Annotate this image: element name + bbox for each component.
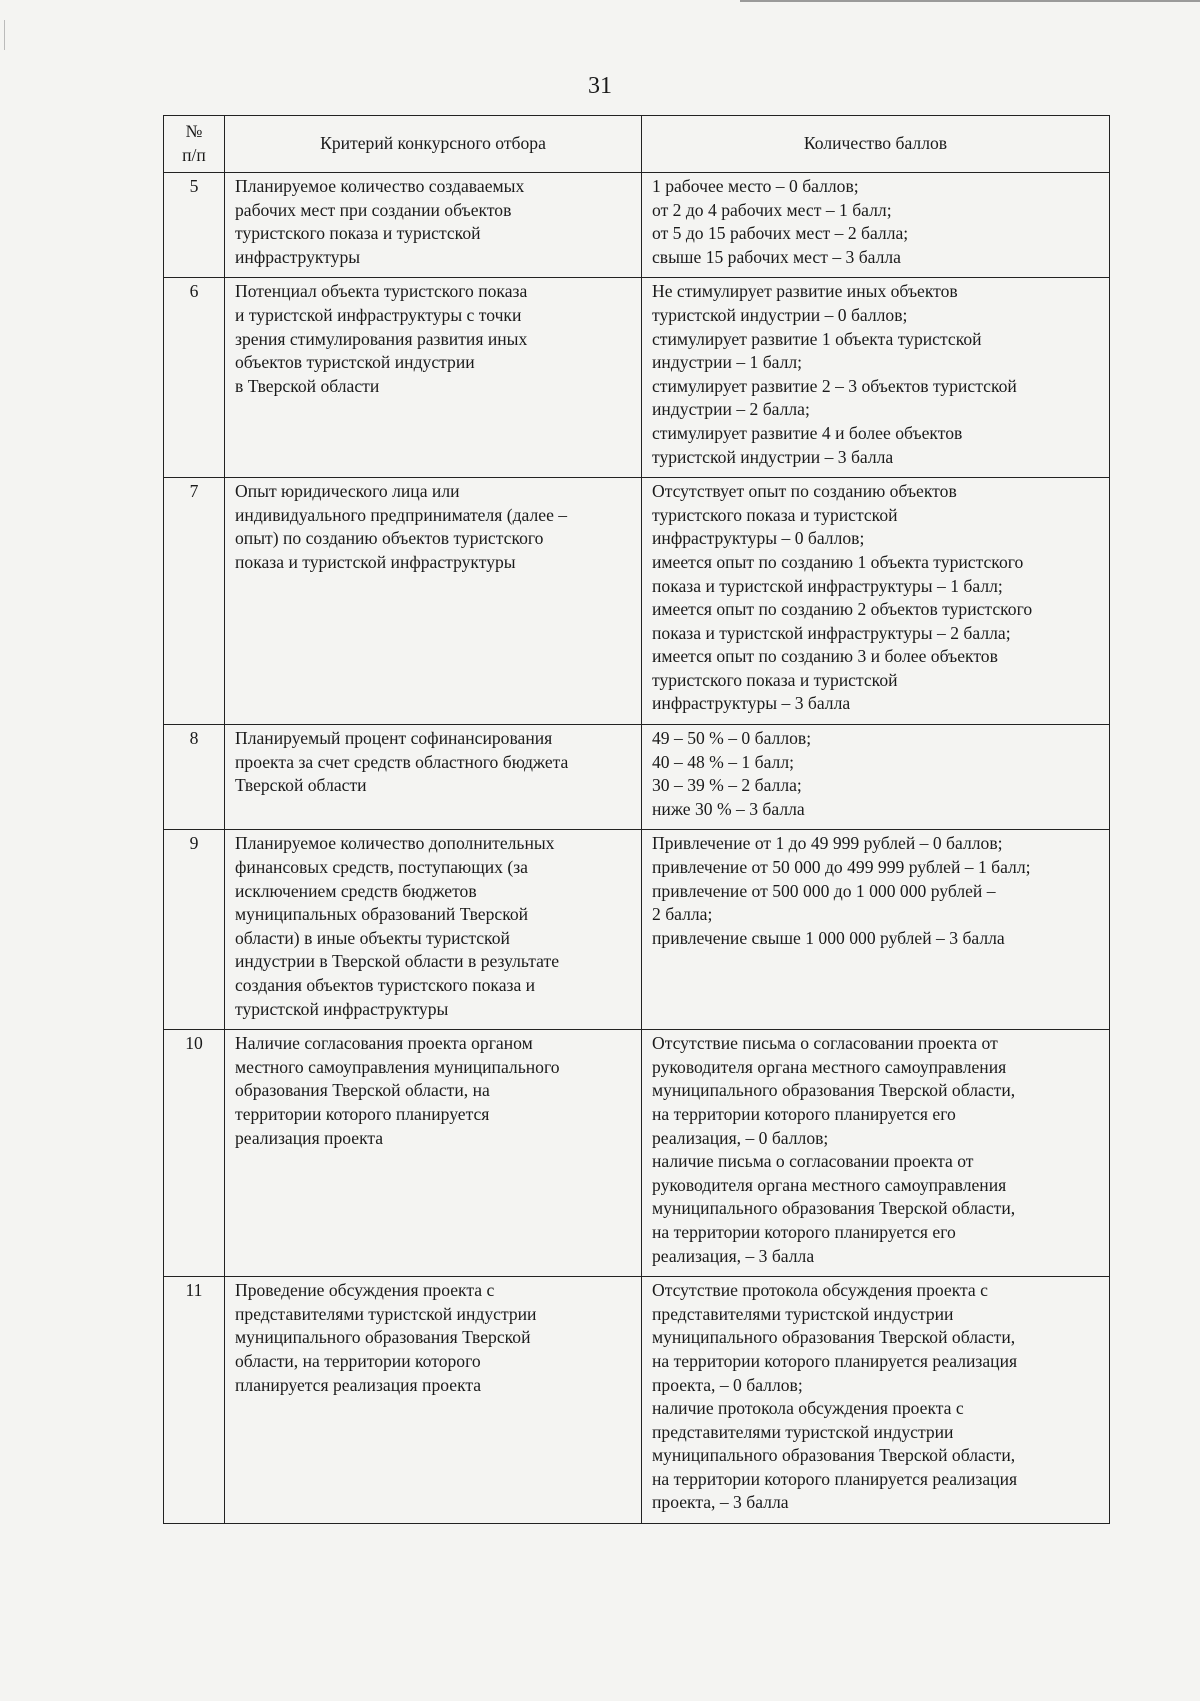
points-line: муниципального образования Тверской области, [652, 1445, 1016, 1466]
criterion-cell [225, 478, 642, 725]
criterion-line: Планируемое количество дополнительных [235, 833, 555, 854]
criterion-line: рабочих мест при создании объектов [235, 199, 512, 220]
points-line: 40 – 48 % – 1 балл; [652, 751, 794, 772]
header-num [164, 116, 225, 173]
points-line: на территории которого планируется его [652, 1103, 956, 1124]
points-line: руководителя органа местного самоуправления [652, 1174, 1007, 1195]
points-line: на территории которого планируется его [652, 1221, 956, 1242]
points-line: реализация, – 3 балла [652, 1245, 815, 1266]
points-line: ниже 30 % – 3 балла [652, 798, 805, 819]
points-line: показа и туристской инфраструктуры – 2 балла; [652, 622, 1011, 643]
points-line: стимулирует развитие 1 объекта туристской [652, 328, 982, 349]
criterion-line: Наличие согласования проекта органом [235, 1033, 533, 1054]
points-cell [642, 478, 1110, 725]
criterion-line: исключением средств бюджетов [235, 880, 477, 901]
points-line: стимулирует развитие 4 и более объектов [652, 422, 963, 443]
points-line: муниципального образования Тверской области, [652, 1080, 1016, 1101]
criterion-line: зрения стимулирования развития иных [235, 328, 528, 349]
criterion-cell [225, 830, 642, 1030]
points-line: на территории которого планируется реализация [652, 1350, 1018, 1371]
header-criterion: Критерий конкурсного отбора [225, 116, 642, 173]
criterion-line: индустрии в Тверской области в результате [235, 951, 560, 972]
row-number: 10 [164, 1030, 225, 1277]
criterion-cell [225, 173, 642, 278]
points-line: туристского показа и туристской [652, 504, 898, 525]
points-line: наличие протокола обсуждения проекта с [652, 1398, 964, 1419]
points-line: Привлечение от 1 до 49 999 рублей – 0 баллов; [652, 833, 1003, 854]
header-points: Количество баллов [642, 116, 1110, 173]
table-row [164, 478, 1110, 725]
points-line: привлечение свыше 1 000 000 рублей – 3 балла [652, 927, 1005, 948]
table-row [164, 725, 1110, 830]
criterion-line: проекта за счет средств областного бюджета [235, 751, 569, 772]
criterion-line: показа и туристской инфраструктуры [235, 551, 516, 572]
points-cell [642, 173, 1110, 278]
table-row [164, 830, 1110, 1030]
criterion-line: финансовых средств, поступающих (за [235, 857, 528, 878]
row-number: 5 [164, 173, 225, 278]
criterion-line: Планируемое количество создаваемых [235, 176, 525, 196]
points-line: индустрии – 1 балл; [652, 352, 803, 373]
points-line: имеется опыт по созданию 2 объектов туристского [652, 599, 1033, 620]
points-line: проекта, – 3 балла [652, 1492, 789, 1513]
points-line: имеется опыт по созданию 3 и более объектов [652, 646, 998, 667]
points-line: стимулирует развитие 2 – 3 объектов туристской [652, 375, 1017, 396]
criterion-line: Потенциал объекта туристского показа [235, 281, 528, 302]
points-line: Отсутствие протокола обсуждения проекта с [652, 1280, 988, 1301]
criterion-cell [225, 1277, 642, 1524]
scan-edge-line [740, 0, 1200, 2]
points-cell [642, 1277, 1110, 1524]
criterion-line: территории которого планируется [235, 1103, 490, 1124]
criterion-line: создания объектов туристского показа и [235, 975, 536, 995]
criterion-line: и туристской инфраструктуры с точки [235, 304, 522, 325]
points-line: представителями туристской индустрии [652, 1303, 954, 1324]
points-line: имеется опыт по созданию 1 объекта туристского [652, 551, 1024, 572]
row-number: 7 [164, 478, 225, 725]
points-cell [642, 830, 1110, 1030]
points-line: Не стимулирует развитие иных объектов [652, 281, 958, 302]
header-num-line-1: № [185, 121, 203, 142]
points-line: руководителя органа местного самоуправления [652, 1056, 1007, 1077]
criterion-line: Тверской области [235, 775, 367, 796]
points-cell [642, 278, 1110, 478]
criterion-line: туристского показа и туристской [235, 223, 481, 244]
header-num-line-2: п/п [182, 145, 206, 165]
criterion-line: туристской инфраструктуры [235, 998, 449, 1019]
criterion-line: объектов туристской индустрии [235, 352, 475, 373]
points-line: привлечение от 500 000 до 1 000 000 рублей – [652, 880, 996, 901]
criterion-line: опыт) по созданию объектов туристского [235, 528, 544, 549]
points-line: муниципального образования Тверской области, [652, 1198, 1016, 1219]
scan-edge-mark [4, 20, 5, 50]
criterion-line: области, на территории которого [235, 1350, 481, 1371]
criterion-line: индивидуального предпринимателя (далее – [235, 504, 568, 525]
table-row [164, 278, 1110, 478]
points-line: от 5 до 15 рабочих мест – 2 балла; [652, 223, 909, 244]
points-line: муниципального образования Тверской области, [652, 1327, 1016, 1348]
table-row [164, 1277, 1110, 1524]
points-cell [642, 1030, 1110, 1277]
row-number: 6 [164, 278, 225, 478]
page-number: 31 [588, 73, 612, 99]
criterion-line: образования Тверской области, на [235, 1080, 490, 1101]
points-line: индустрии – 2 балла; [652, 399, 810, 420]
criterion-line: муниципального образования Тверской [235, 1327, 531, 1348]
points-line: представителями туристской индустрии [652, 1421, 954, 1442]
points-line: Отсутствует опыт по созданию объектов [652, 481, 957, 502]
criterion-cell [225, 725, 642, 830]
row-number: 8 [164, 725, 225, 830]
criterion-line: реализация проекта [235, 1127, 384, 1148]
points-line: показа и туристской инфраструктуры – 1 балл; [652, 575, 1003, 596]
criterion-line: местного самоуправления муниципального [235, 1056, 560, 1077]
criterion-line: планируется реализация проекта [235, 1374, 482, 1395]
row-number: 11 [164, 1277, 225, 1524]
points-line: от 2 до 4 рабочих мест – 1 балл; [652, 199, 892, 220]
points-line: туристской индустрии – 3 балла [652, 446, 894, 467]
criterion-line: инфраструктуры [235, 246, 361, 267]
criteria-table [163, 115, 1110, 1524]
points-line: реализация, – 0 баллов; [652, 1127, 829, 1148]
points-line: свыше 15 рабочих мест – 3 балла [652, 246, 901, 267]
table-row [164, 1030, 1110, 1277]
points-line: туристского показа и туристской [652, 669, 898, 690]
criterion-line: Проведение обсуждения проекта с [235, 1280, 495, 1301]
points-line: наличие письма о согласовании проекта от [652, 1151, 974, 1172]
row-number: 9 [164, 830, 225, 1030]
points-line: инфраструктуры – 3 балла [652, 693, 851, 714]
points-line: 1 рабочее место – 0 баллов; [652, 176, 859, 196]
criterion-line: Опыт юридического лица или [235, 481, 460, 502]
criterion-line: в Тверской области [235, 375, 380, 396]
points-line: туристской индустрии – 0 баллов; [652, 304, 908, 325]
points-line: на территории которого планируется реализация [652, 1468, 1018, 1489]
points-cell [642, 725, 1110, 830]
points-line: проекта, – 0 баллов; [652, 1374, 803, 1395]
points-line: инфраструктуры – 0 баллов; [652, 528, 865, 549]
criterion-line: Планируемый процент софинансирования [235, 728, 553, 749]
points-line: привлечение от 50 000 до 499 999 рублей – 1 балл; [652, 857, 1031, 878]
points-line: 49 – 50 % – 0 баллов; [652, 728, 812, 749]
table-row [164, 173, 1110, 278]
criterion-line: муниципальных образований Тверской [235, 904, 529, 925]
criterion-cell [225, 1030, 642, 1277]
points-line: Отсутствие письма о согласовании проекта от [652, 1033, 998, 1054]
criterion-line: области) в иные объекты туристской [235, 927, 510, 948]
table-header-row [164, 116, 1110, 173]
points-line: 30 – 39 % – 2 балла; [652, 775, 802, 796]
points-line: 2 балла; [652, 904, 713, 925]
criterion-line: представителями туристской индустрии [235, 1303, 537, 1324]
criterion-cell [225, 278, 642, 478]
